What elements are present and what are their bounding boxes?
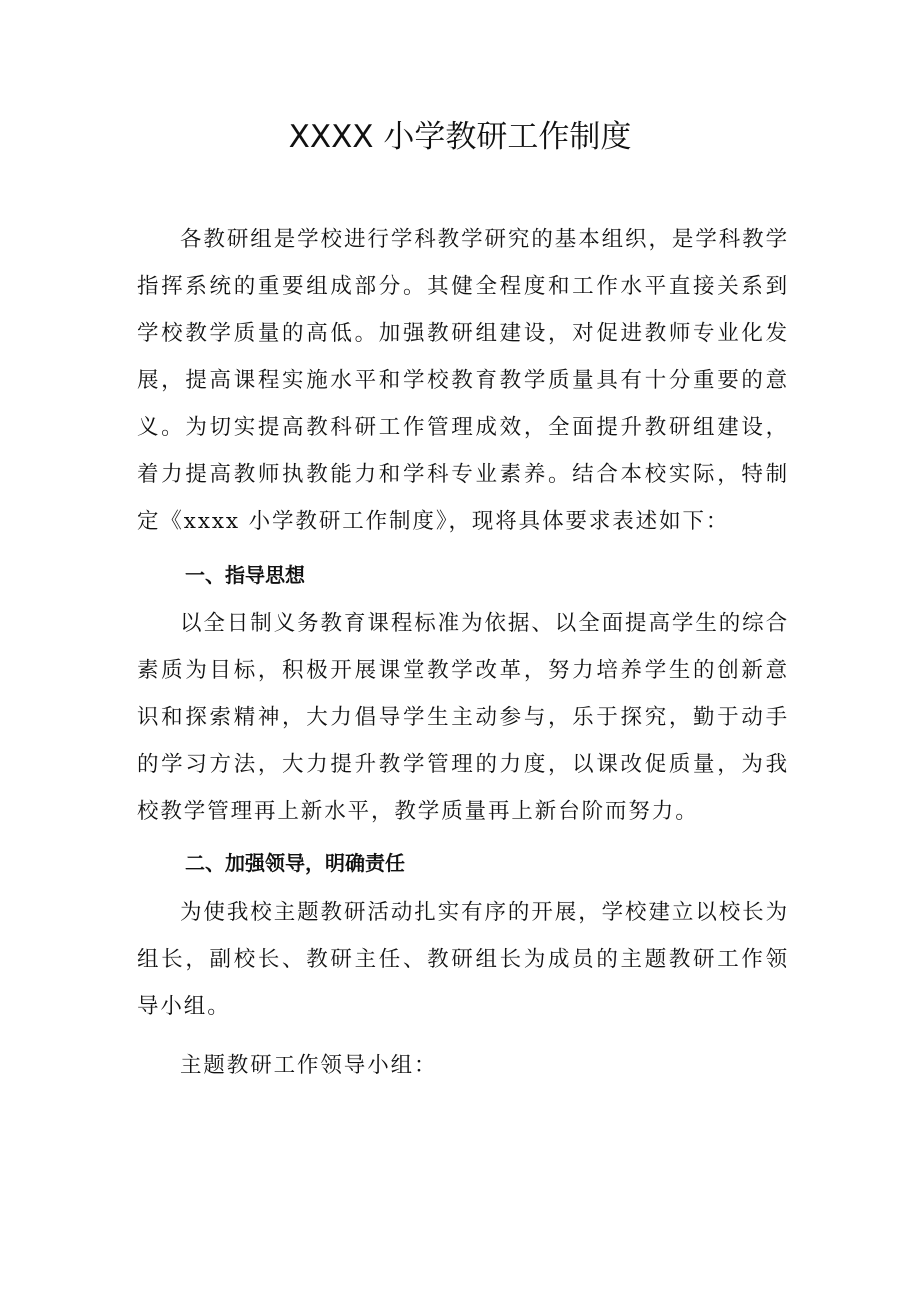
paragraph-text: 为使我校主题教研活动扎实有序的开展，学校建立以校长为组长，副校长、教研主任、教研组长为成员的主题教研工作领导小组。 bbox=[137, 900, 789, 1019]
intro-paragraph bbox=[137, 216, 789, 545]
guiding-ideology-paragraph bbox=[137, 600, 789, 835]
paragraph-text: 各教研组是学校进行学科教学研究的基本组织，是学科教学指挥系统的重要组成部分。其健全程度和工作水平直接关系到学校教学质量的高低。加强教研组建设，对促进教师专业化发展，提高课程实施水平和学校教育教学质量具有十分重要的意义。为切实提高教科研工作管理成效，全面提升教研组建设，着力提高教师执教能力和学科专业素养。结合本校实际，特制定《xxxx 小学教研工作制度》，现将具体要求表述如下： bbox=[137, 227, 789, 534]
leadership-group-paragraph bbox=[137, 1042, 789, 1089]
section-heading-leadership: 二、加强领导，明确责任 bbox=[185, 851, 405, 875]
leadership-paragraph bbox=[137, 889, 789, 1030]
document-title: XXXX 小学教研工作制度 bbox=[288, 119, 632, 155]
paragraph-text: 以全日制义务教育课程标准为依据、以全面提高学生的综合素质为目标，积极开展课堂教学改革，努力培养学生的创新意识和探索精神，大力倡导学生主动参与，乐于探究，勤于动手的学习方法，大力提升教学管理的力度，以课改促质量，为我校教学管理再上新水平，教学质量再上新台阶而努力。 bbox=[137, 611, 789, 824]
paragraph-text: 主题教研工作领导小组： bbox=[180, 1053, 438, 1078]
section-heading-guiding-ideology: 一、指导思想 bbox=[185, 563, 305, 587]
